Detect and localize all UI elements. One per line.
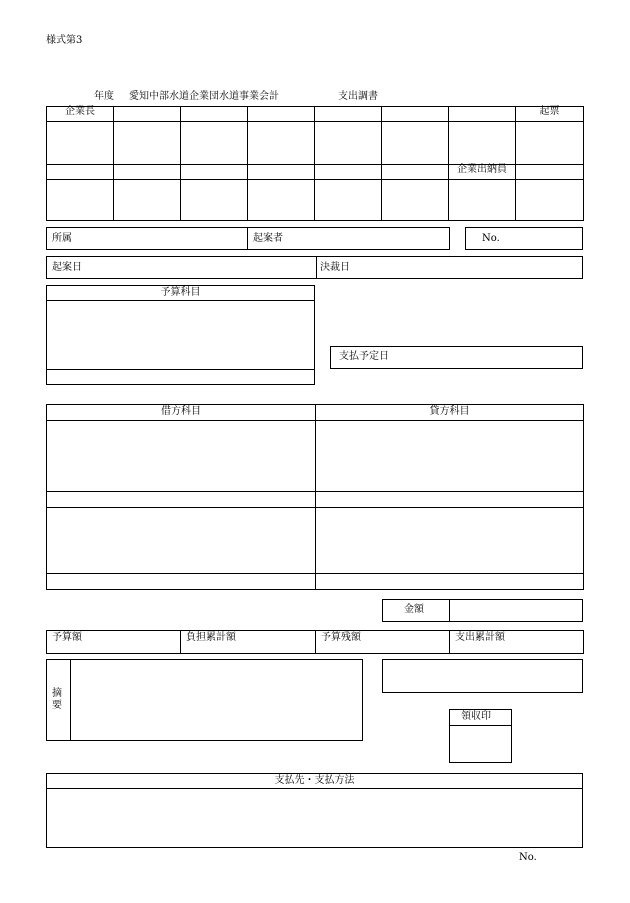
seal-cell[interactable] [248, 122, 315, 165]
payment-date-label: 支払予定日 [339, 351, 389, 362]
treasurer-label-cell [449, 165, 516, 180]
seal-cell[interactable] [47, 180, 114, 221]
cumulative-expenditure-cell[interactable] [450, 631, 584, 654]
budget-item-header [47, 286, 315, 301]
approval-header-cell [516, 165, 584, 180]
draft-date-field[interactable] [95, 257, 310, 278]
approval-header-cell [114, 165, 181, 180]
debit-title: 借方科目 [161, 406, 201, 417]
decision-date-label: 決裁日 [320, 262, 350, 273]
payee-field[interactable] [47, 789, 583, 848]
credit-field[interactable] [316, 508, 584, 574]
receipt-stamp-field[interactable] [450, 725, 511, 762]
footer-number: No. [519, 852, 537, 863]
divider [247, 228, 248, 249]
seal-cell[interactable] [516, 122, 584, 165]
fiscal-year-label: 年度 [94, 91, 114, 102]
receipt-stamp-label: 領収印 [461, 711, 491, 722]
summary-field[interactable] [71, 660, 362, 740]
seal-cell[interactable] [449, 180, 516, 221]
approval-header-cell [315, 165, 382, 180]
approval-table [46, 106, 584, 221]
document-title: 支出調書 [338, 91, 378, 102]
debit-header [47, 405, 316, 421]
mayor-label-cell [47, 107, 114, 122]
divider [316, 257, 317, 278]
treasurer-label: 企業出納員 [457, 164, 507, 175]
debit-subfield[interactable] [47, 574, 316, 590]
seal-cell[interactable] [47, 122, 114, 165]
seal-cell[interactable] [516, 180, 584, 221]
drafter-field[interactable] [295, 228, 445, 249]
debit-field[interactable] [47, 508, 316, 574]
credit-subfield[interactable] [316, 574, 584, 590]
approval-header-cell [382, 107, 449, 122]
approval-header-cell [315, 107, 382, 122]
budget-amount-label: 予算額 [52, 632, 82, 643]
budget-item-footer-field[interactable] [47, 370, 315, 385]
approval-header-cell [449, 107, 516, 122]
draft-date-label: 起案日 [52, 262, 82, 273]
credit-title: 貸方科目 [429, 406, 470, 417]
summary-label: 摘要 [52, 688, 62, 711]
totals-table [46, 630, 584, 654]
budget-remaining-label: 予算残額 [321, 632, 361, 643]
number-label: No. [482, 233, 500, 244]
debit-subfield[interactable] [47, 492, 316, 508]
payee-title: 支払先・支払方法 [274, 775, 355, 786]
seal-cell[interactable] [114, 180, 181, 221]
credit-field[interactable] [316, 421, 584, 492]
amount-field[interactable] [450, 600, 582, 621]
decision-date-field[interactable] [362, 257, 580, 278]
seal-cell[interactable] [181, 180, 248, 221]
department-label: 所属 [52, 233, 72, 244]
approval-header-cell [47, 165, 114, 180]
form-number: 様式第3 [46, 35, 83, 46]
payee-table [46, 773, 583, 848]
credit-subfield[interactable] [316, 492, 584, 508]
seal-cell[interactable] [181, 122, 248, 165]
debit-field[interactable] [47, 421, 316, 492]
approval-header-cell [248, 107, 315, 122]
approval-header-cell [181, 107, 248, 122]
cumulative-expenditure-label: 支出累計額 [455, 632, 505, 643]
accounts-table [46, 404, 584, 590]
drafter-label: 起案者 [253, 233, 283, 244]
seal-cell[interactable] [315, 180, 382, 221]
approval-header-cell [181, 165, 248, 180]
issuer-label-cell [516, 107, 584, 122]
seal-cell[interactable] [382, 180, 449, 221]
budget-amount-cell[interactable] [47, 631, 181, 654]
budget-item-title: 予算科目 [160, 287, 201, 298]
remarks-box[interactable] [382, 659, 583, 693]
cumulative-burden-label: 負担累計額 [186, 632, 236, 643]
issuer-label: 起票 [539, 106, 560, 117]
seal-cell[interactable] [248, 180, 315, 221]
seal-cell[interactable] [382, 122, 449, 165]
budget-item-table [46, 285, 315, 385]
organization-name: 愛知中部水道企業団水道事業会計 [129, 91, 279, 102]
credit-header [316, 405, 584, 421]
budget-item-field[interactable] [47, 301, 315, 370]
seal-cell[interactable] [449, 122, 516, 165]
department-field[interactable] [97, 228, 245, 249]
approval-header-cell [248, 165, 315, 180]
cumulative-burden-cell[interactable] [181, 631, 316, 654]
seal-cell[interactable] [315, 122, 382, 165]
approval-header-cell [382, 165, 449, 180]
mayor-label: 企業長 [65, 106, 95, 117]
seal-cell[interactable] [114, 122, 181, 165]
amount-label: 金額 [404, 604, 424, 615]
budget-remaining-cell[interactable] [316, 631, 450, 654]
payee-header [47, 774, 583, 789]
approval-header-cell [114, 107, 181, 122]
